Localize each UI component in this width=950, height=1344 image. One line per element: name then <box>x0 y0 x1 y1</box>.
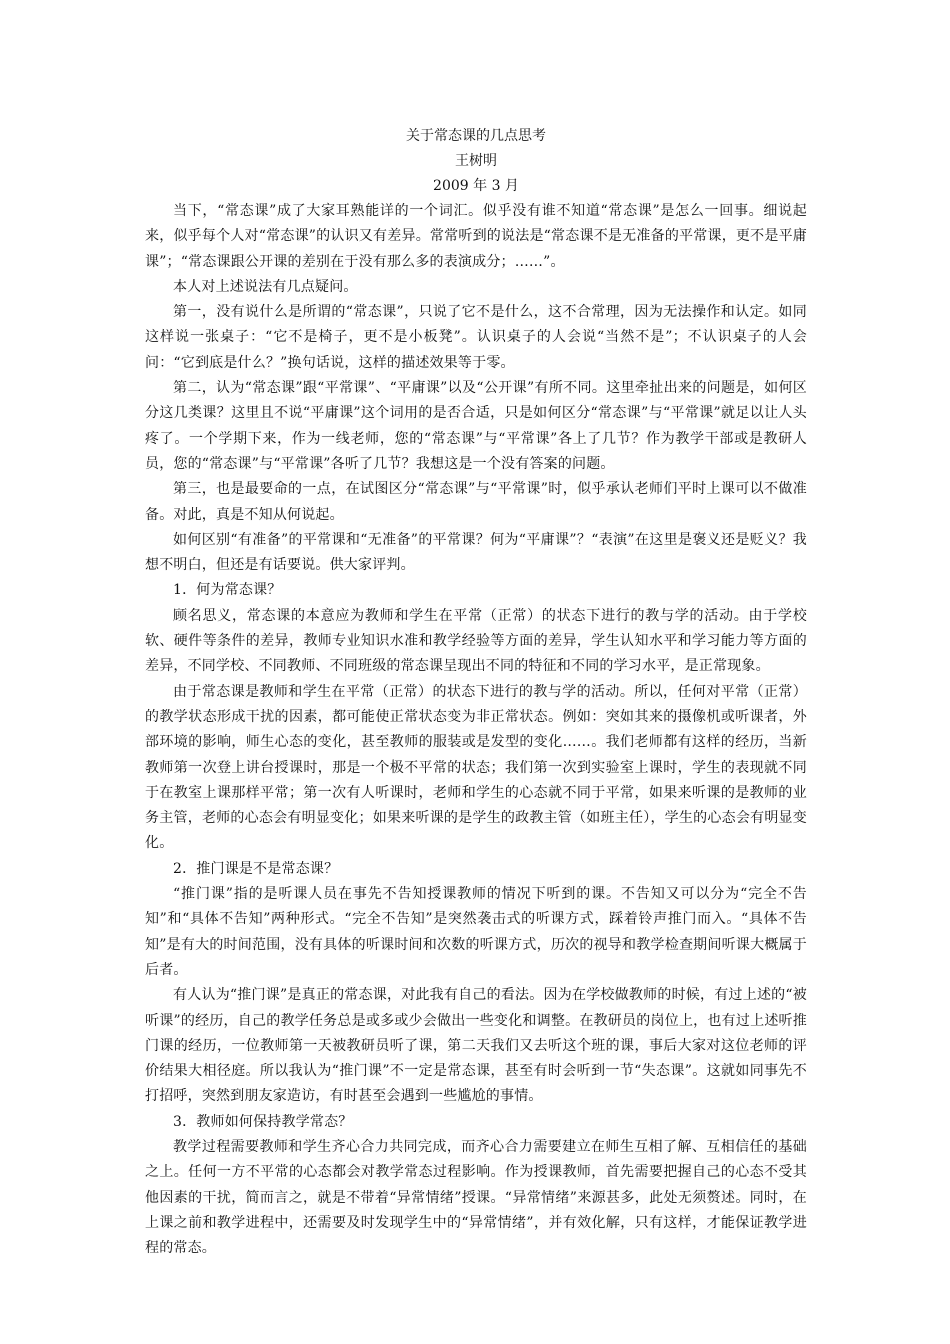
section-heading: 3．教师如何保持教学常态？ <box>173 1113 353 1130</box>
paragraph: 由于常态课是教师和学生在平常（正常）的状态下进行的教与学的活动。所以，任何对平常（正常）的教学状态形成干扰的因素，都可能使正常状态变为非正常状态。例如：突如其来的摄像机或听课者，外部环境的影响，师生心态的变化，甚至教师的服装或是发型的变化……。我们老师都有这样的经历，当新教师第一次登上讲台授课时，那是一个极不平常的状态；我们第一次到实验室上课时，学生的表现就不同于在教室上课那样平常；第一次有人听课时，老师和学生的心态就不同于平常，如果来听课的是教师的业务主管，老师的心态会有明显变化；如果来听课的是学生的政教主管（如班主任），学生的心态会有明显变化。 <box>145 683 807 852</box>
paragraph: 有人认为“推门课”是真正的常态课，对此我有自己的看法。因为在学校做教师的时候，有过上述的“被听课”的经历，自己的教学任务总是或多或少会做出一些变化和调整。在教研员的岗位上，也有过上述听推门课的经历，一位教师第一天被教研员听了课，第二天我们又去听这个班的课，事后大家对这位老师的评价结果大相径庭。所以我认为“推门课”不一定是常态课，甚至有时会听到一节“失态课”。这就如同事先不打招呼，突然到朋友家造访，有时甚至会遇到一些尴尬的事情。 <box>145 987 807 1105</box>
paragraph: “推门课”指的是听课人员在事先不告知授课教师的情况下听到的课。不告知又可以分为“完全不告知”和“具体不告知”两种形式。“完全不告知”是突然袭击式的听课方式，踩着铃声推门而入。“具体不告知”是有大的时间范围，没有具体的听课时间和次数的听课方式，历次的视导和教学检查期间听课大概属于后者。 <box>145 886 807 978</box>
section-heading: 1．何为常态课？ <box>173 582 282 599</box>
document-author: 王树明 <box>455 153 497 169</box>
section-heading: 2．推门课是不是常态课？ <box>173 860 339 877</box>
paragraph: 第二，认为“常态课”跟“平常课”、“平庸课”以及“公开课”有所不同。这里牵扯出来的问题是，如何区分这几类课？这里且不说“平庸课”这个词用的是否合适，只是如何区分“常态课”与“平常课”就足以让人头疼了。一个学期下来，作为一线老师，您的“常态课”与“平常课”各上了几节？作为教学干部或是教研人员，您的“常态课”与“平常课”各听了几节？我想这是一个没有答案的问题。 <box>145 380 807 472</box>
document-page <box>145 124 807 1261</box>
paragraph: 本人对上述说法有几点疑问。 <box>173 278 358 295</box>
paragraph: 第一，没有说什么是所谓的“常态课”，只说了它不是什么，这不合常理，因为无法操作和认定。如同这样说一张桌子：“它不是椅子，更不是小板凳”。认识桌子的人会说“当然不是”；不认识桌子的人会问：“它到底是什么？”换句话说，这样的描述效果等于零。 <box>145 304 807 371</box>
paragraph: 当下，“常态课”成了大家耳熟能详的一个词汇。似乎没有谁不知道“常态课”是怎么一回事。细说起来，似乎每个人对“常态课”的认识又有差异。常常听到的说法是“常态课不是无准备的平常课，更不是平庸课”；“常态课跟公开课的差别在于没有那么多的表演成分；……”。 <box>145 203 807 270</box>
paragraph: 教学过程需要教师和学生齐心合力共同完成，而齐心合力需要建立在师生互相了解、互相信任的基础之上。任何一方不平常的心态都会对教学常态过程影响。作为授课教师，首先需要把握自己的心态不受其他因素的干扰，简而言之，就是不带着“异常情绪”授课。“异常情绪”来源甚多，此处无须赘述。同时，在上课之前和教学进程中，还需要及时发现学生中的“异常情绪”，并有效化解，只有这样，才能保证教学进程的常态。 <box>145 1138 807 1257</box>
paragraph: 顾名思义，常态课的本意应为教师和学生在平常（正常）的状态下进行的教与学的活动。由于学校软、硬件等条件的差异，教师专业知识水准和教学经验等方面的差异，学生认知水平和学习能力等方面的差异，不同学校、不同教师、不同班级的常态课呈现出不同的特征和不同的学习水平，是正常现象。 <box>145 607 807 675</box>
document-date: 2009 年 3 月 <box>433 178 519 194</box>
document-title: 关于常态课的几点思考 <box>406 128 546 144</box>
paragraph: 如何区别“有准备”的平常课和“无准备”的平常课？何为“平庸课”？“表演”在这里是褒义还是贬义？我想不明白，但还是有话要说。供大家评判。 <box>145 531 807 574</box>
paragraph: 第三，也是最要命的一点，在试图区分“常态课”与“平常课”时，似乎承认老师们平时上课可以不做准备。对此，真是不知从何说起。 <box>145 481 807 523</box>
